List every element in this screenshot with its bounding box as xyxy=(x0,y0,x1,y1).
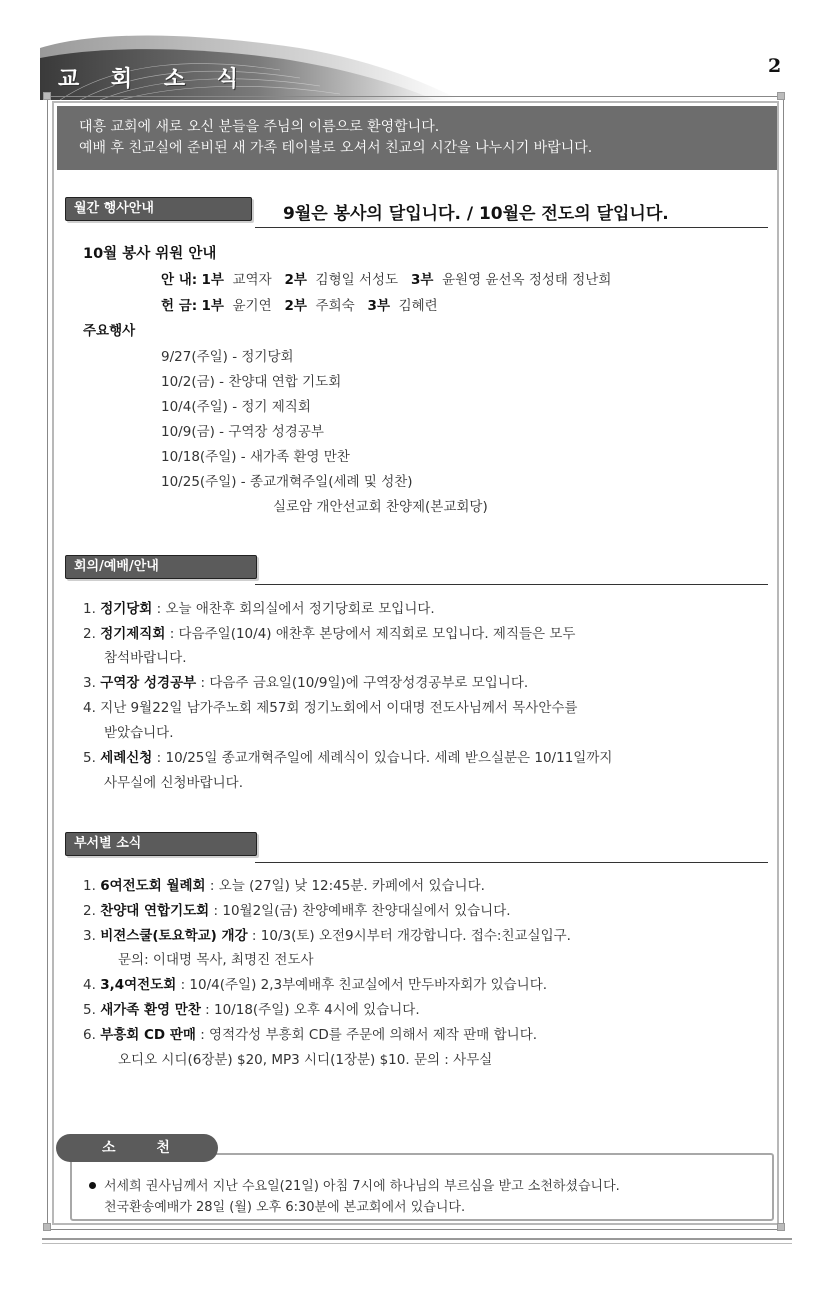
sochun-line-2: 천국환송예배가 28일 (월) 오후 6:30분에 본교회에서 있습니다. xyxy=(104,1200,466,1215)
item-title: 찬양대 연합기도회 xyxy=(100,903,210,919)
guide-names-2: 김형일 서성도 xyxy=(315,272,399,288)
item-number: 5. xyxy=(83,1002,96,1018)
event-item: 10/2(금) - 찬양대 연합 기도회 xyxy=(161,374,342,390)
frame-bottom-rule xyxy=(42,1238,792,1240)
item-text: : 오늘 (27일) 낮 12:45분. 카페에서 있습니다. xyxy=(205,878,485,894)
guide-part-2: 2부 xyxy=(284,272,307,288)
item-text: : 10/25일 종교개혁주일에 세례식이 있습니다. 세례 받으실분은 10/11일까지 xyxy=(152,750,613,766)
offering-row xyxy=(161,294,438,314)
guide-names-1: 교역자 xyxy=(232,272,272,288)
frame-corner-bl xyxy=(43,1223,51,1231)
item-text: 지난 9월22일 남가주노회 제57회 정기노회에서 이대명 전도사님께서 목사안수를 xyxy=(100,700,578,716)
dept-item-continued: 문의: 이대명 목사, 최명진 전도사 xyxy=(118,952,314,968)
event-item: 10/4(주일) - 정기 제직회 xyxy=(161,399,311,415)
guide-part-3: 3부 xyxy=(410,272,434,288)
dept-item xyxy=(83,998,420,1018)
meeting-rule xyxy=(255,584,768,585)
offering-part-2: 2부 xyxy=(284,298,307,314)
dept-item xyxy=(83,924,571,944)
item-text: : 10월2일(금) 찬양예배후 찬양대실에서 있습니다. xyxy=(209,903,511,919)
welcome-banner xyxy=(57,106,777,170)
volunteer-title: 10월 봉사 위원 안내 xyxy=(83,246,217,262)
meeting-item xyxy=(83,696,577,716)
item-title: 정기당회 xyxy=(100,601,153,617)
frame-corner-tr xyxy=(777,92,785,100)
dept-item xyxy=(83,1023,537,1043)
guide-names-3: 윤원영 윤선옥 정성태 정난희 xyxy=(442,272,612,288)
item-text: : 영적각성 부흥회 CD를 주문에 의해서 제작 판매 합니다. xyxy=(195,1027,538,1043)
item-number: 1. xyxy=(83,601,96,617)
item-title: 3,4여전도회 xyxy=(100,977,177,993)
offering-part-3: 3부 xyxy=(367,298,390,314)
item-number: 1. xyxy=(83,878,96,894)
item-text: : 10/4(주일) 2,3부예배후 친교실에서 만두바자회가 있습니다. xyxy=(176,977,548,993)
meeting-item xyxy=(83,597,435,617)
dept-item xyxy=(83,874,485,894)
item-number: 4. xyxy=(83,700,96,716)
welcome-line-1: 대흥 교회에 새로 오신 분들을 주님의 이름으로 환영합니다. xyxy=(79,119,440,135)
bullet-icon xyxy=(89,1182,96,1189)
item-title: 구역장 성경공부 xyxy=(100,675,197,691)
meeting-item-continued: 사무실에 신청바랍니다. xyxy=(104,775,243,791)
item-text: : 10/3(토) 오전9시부터 개강합니다. 접수:친교실입구. xyxy=(247,928,571,944)
item-number: 2. xyxy=(83,903,96,919)
item-title: 세례신청 xyxy=(100,750,153,766)
frame-bottom-rule-2 xyxy=(42,1243,792,1244)
offering-names-3: 김혜련 xyxy=(398,298,438,314)
dept-section-tag: 부서별 소식 xyxy=(65,832,257,856)
item-number: 5. xyxy=(83,750,96,766)
item-number: 6. xyxy=(83,1027,96,1043)
item-title: 비젼스쿨(토요학교) 개강 xyxy=(100,928,248,944)
item-text: : 다음주일(10/4) 애찬후 본당에서 제직회로 모입니다. 제직들은 모두 xyxy=(165,626,576,642)
offering-part-1: 1부 xyxy=(201,298,224,314)
item-number: 3. xyxy=(83,675,96,691)
dept-item xyxy=(83,973,547,993)
item-text: : 오늘 애찬후 회의실에서 정기당회로 모입니다. xyxy=(152,601,435,617)
item-title: 새가족 환영 만찬 xyxy=(100,1002,201,1018)
monthly-rule xyxy=(255,227,768,228)
event-item-continued: 실로암 개안선교회 찬양제(본교회당) xyxy=(273,499,488,515)
event-item: 9/27(주일) - 정기당회 xyxy=(161,349,294,365)
guide-part-1: 1부 xyxy=(201,272,224,288)
item-title: 6여전도회 월례회 xyxy=(100,878,206,894)
meeting-section-tag: 회의/예배/안내 xyxy=(65,555,257,579)
page-section-title: 교 회 소 식 xyxy=(58,67,250,92)
item-text: : 다음주 금요일(10/9일)에 구역장성경공부로 모입니다. xyxy=(196,675,529,691)
event-item: 10/25(주일) - 종교개혁주일(세례 및 성찬) xyxy=(161,474,413,490)
item-number: 4. xyxy=(83,977,96,993)
frame-corner-br xyxy=(777,1223,785,1231)
item-text: : 10/18(주일) 오후 4시에 있습니다. xyxy=(200,1002,420,1018)
meeting-item xyxy=(83,622,575,642)
meeting-item-continued: 받았습니다. xyxy=(104,725,174,741)
event-item: 10/9(금) - 구역장 성경공부 xyxy=(161,424,324,440)
offering-names-2: 주희숙 xyxy=(315,298,355,314)
meeting-item xyxy=(83,746,612,766)
page-number: 2 xyxy=(768,55,782,77)
event-item: 10/18(주일) - 새가족 환영 만찬 xyxy=(161,449,350,465)
meeting-item xyxy=(83,671,528,691)
welcome-line-2: 예배 후 친교실에 준비된 새 가족 테이블로 오셔서 친교의 시간을 나누시기 바랍니다. xyxy=(79,140,593,156)
dept-rule xyxy=(255,862,768,863)
item-title: 부흥회 CD 판매 xyxy=(100,1027,196,1043)
offering-names-1: 윤기연 xyxy=(232,298,272,314)
item-title: 정기제직회 xyxy=(100,626,166,642)
offering-label: 헌 금: xyxy=(161,298,198,314)
monthly-section-tag: 월간 행사안내 xyxy=(65,197,252,221)
sochun-line-1: 서세희 권사님께서 지난 수요일(21일) 아침 7시에 하나님의 부르심을 받고 소천하셨습니다. xyxy=(104,1179,620,1194)
item-number: 3. xyxy=(83,928,96,944)
meeting-item-continued: 참석바랍니다. xyxy=(104,650,187,666)
monthly-headline: 9월은 봉사의 달입니다. / 10월은 전도의 달입니다. xyxy=(283,204,669,224)
guide-label: 안 내: xyxy=(161,272,198,288)
item-number: 2. xyxy=(83,626,96,642)
dept-item-continued: 오디오 시디(6장분) $20, MP3 시디(1장분) $10. 문의 : 사무실 xyxy=(118,1052,493,1068)
guide-row xyxy=(161,268,611,288)
sochun-title: 소 천 xyxy=(56,1134,218,1162)
dept-item xyxy=(83,899,511,919)
frame-corner-tl xyxy=(43,92,51,100)
events-title: 주요행사 xyxy=(83,323,136,339)
